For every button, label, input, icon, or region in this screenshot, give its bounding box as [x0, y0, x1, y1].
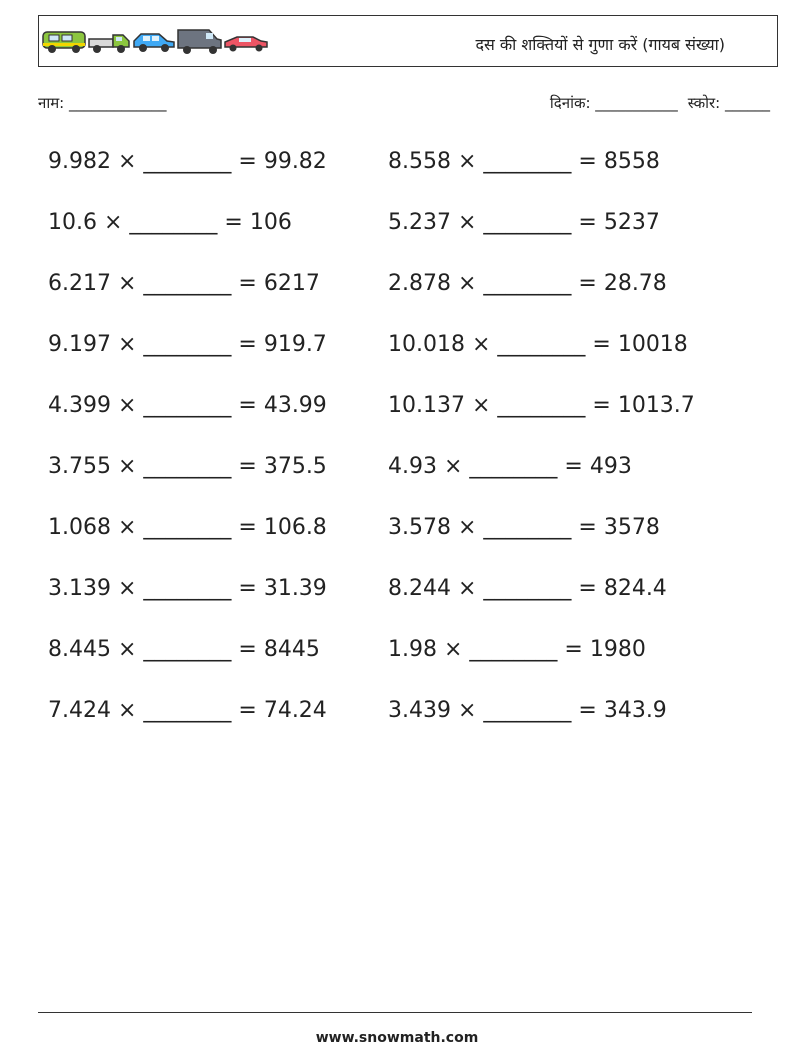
footer-url: www.snowmath.com	[315, 1030, 479, 1046]
vehicle-icons	[41, 26, 271, 56]
problem-item: 3.578 × ________ = 3578	[388, 515, 660, 540]
date-score-fields	[550, 93, 770, 113]
blue-car-icon	[134, 34, 174, 52]
problem-item: 1.068 × ________ = 106.8	[48, 515, 327, 540]
date-field: दिनांक: ___________	[549, 94, 678, 112]
problem-item: 7.424 × ________ = 74.24	[48, 698, 327, 723]
problem-item: 8.558 × ________ = 8558	[388, 149, 660, 174]
name-field: नाम: _____________	[38, 94, 167, 112]
problem-item: 4.399 × ________ = 43.99	[48, 393, 327, 418]
problem-item: 10.018 × ________ = 10018	[388, 332, 688, 357]
problem-item: 3.139 × ________ = 31.39	[48, 576, 327, 601]
footer-divider	[38, 1012, 752, 1013]
worksheet-header	[38, 15, 778, 67]
worksheet-title: दस की शक्तियों से गुणा करें (गायब संख्या)	[475, 35, 725, 54]
problem-item: 3.439 × ________ = 343.9	[388, 698, 667, 723]
problem-item: 4.93 × ________ = 493	[388, 454, 632, 479]
score-field: स्कोर: ______	[687, 94, 770, 112]
problem-item: 8.244 × ________ = 824.4	[388, 576, 667, 601]
green-suv-icon	[43, 32, 85, 53]
vehicle-icons-row	[41, 26, 271, 56]
grey-van-icon	[178, 30, 221, 54]
problem-item: 5.237 × ________ = 5237	[388, 210, 660, 235]
problem-item: 6.217 × ________ = 6217	[48, 271, 320, 296]
problem-item: 3.755 × ________ = 375.5	[48, 454, 327, 479]
problem-item: 9.197 × ________ = 919.7	[48, 332, 327, 357]
problem-item: 8.445 × ________ = 8445	[48, 637, 320, 662]
pickup-truck-icon	[89, 35, 129, 53]
problem-item: 1.98 × ________ = 1980	[388, 637, 646, 662]
problem-item: 10.137 × ________ = 1013.7	[388, 393, 695, 418]
problem-item: 2.878 × ________ = 28.78	[388, 271, 667, 296]
problem-item: 10.6 × ________ = 106	[48, 210, 292, 235]
red-sports-car-icon	[225, 37, 267, 52]
problem-item: 9.982 × ________ = 99.82	[48, 149, 327, 174]
